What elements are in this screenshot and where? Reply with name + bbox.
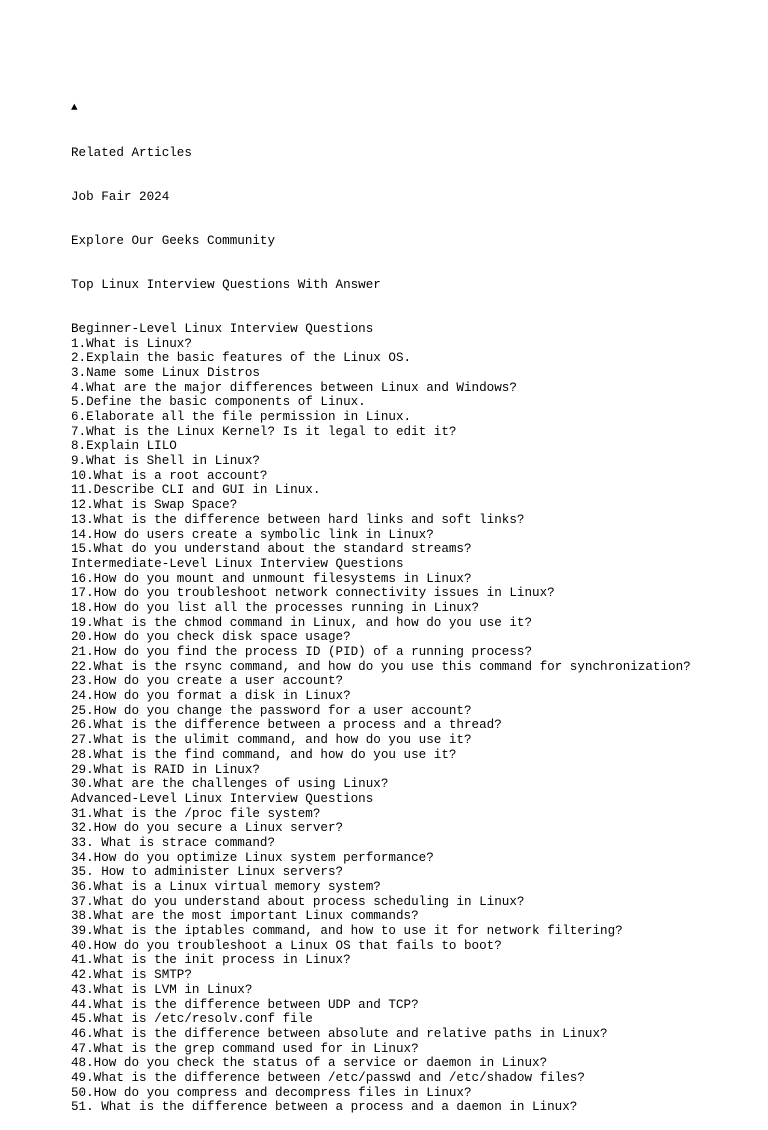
question-link[interactable]: 7.What is the Linux Kernel? Is it legal to edit it? [71, 424, 457, 439]
question-link[interactable]: 18.How do you list all the processes running in Linux? [71, 600, 480, 615]
question-link[interactable]: 26.What is the difference between a process and a thread? [71, 718, 502, 733]
question-link[interactable]: 51. What is the difference between a process and a daemon in Linux? [71, 1100, 578, 1115]
question-link[interactable]: 19.What is the chmod command in Linux, and how do you use it? [71, 615, 533, 630]
question-link[interactable]: 36.What is a Linux virtual memory system? [71, 880, 381, 894]
question-link[interactable]: 29.What is RAID in Linux? [71, 762, 260, 777]
question-link[interactable]: 8.Explain LILO [71, 439, 177, 454]
nav-link-job-fair[interactable]: Job Fair 2024 [71, 189, 170, 204]
question-link[interactable]: 5.Define the basic components of Linux. [71, 395, 366, 410]
question-link[interactable]: 11.Describe CLI and GUI in Linux. [71, 483, 321, 498]
page-content [71, 72, 768, 1130]
question-link[interactable]: 35. How to administer Linux servers? [71, 865, 344, 880]
question-link[interactable]: 45.What is /etc/resolv.conf file [71, 1012, 313, 1027]
question-link[interactable]: 16.How do you mount and unmount filesystems in Linux? [71, 571, 472, 586]
question-link[interactable]: 34.How do you optimize Linux system performance? [71, 850, 434, 865]
question-link[interactable]: 12.What is Swap Space? [71, 498, 238, 513]
question-link[interactable]: 14.How do users create a symbolic link in Linux? [71, 527, 434, 542]
question-link[interactable]: 32.How do you secure a Linux server? [71, 821, 344, 836]
question-link[interactable]: 2.Explain the basic features of the Linux OS. [71, 351, 412, 366]
question-link[interactable]: 10.What is a root account? [71, 468, 268, 483]
section-heading[interactable]: Intermediate-Level Linux Interview Questions [71, 556, 404, 571]
question-link[interactable]: 46.What is the difference between absolute and relative paths in Linux? [71, 1026, 608, 1041]
question-link[interactable]: 13.What is the difference between hard links and soft links? [71, 512, 525, 527]
question-link[interactable]: 20.How do you check disk space usage? [71, 630, 351, 645]
question-link[interactable]: 22.What is the rsync command, and how do you use this command for synchronization? [71, 659, 691, 674]
nav-link-geeks-community[interactable]: Explore Our Geeks Community [71, 233, 276, 248]
question-link[interactable]: 50.How do you compress and decompress files in Linux? [71, 1085, 472, 1100]
question-link[interactable]: 48.How do you check the status of a service or daemon in Linux? [71, 1056, 548, 1071]
question-link[interactable]: 41.What is the init process in Linux? [71, 953, 351, 968]
question-link[interactable]: 42.What is SMTP? [71, 968, 192, 983]
question-link[interactable]: 31.What is the /proc file system? [71, 806, 321, 821]
question-link[interactable]: 49.What is the difference between /etc/passwd and /etc/shadow files? [71, 1070, 585, 1085]
question-link[interactable]: 38.What are the most important Linux commands? [71, 909, 419, 924]
table-of-contents [71, 322, 768, 1115]
question-link[interactable]: 30.What are the challenges of using Linux? [71, 777, 389, 792]
question-link[interactable]: 15.What do you understand about the standard streams? [71, 542, 472, 557]
question-link[interactable]: 25.How do you change the password for a user account? [71, 703, 472, 718]
question-link[interactable]: 17.How do you troubleshoot network connectivity issues in Linux? [71, 586, 555, 601]
article-title-link[interactable]: Top Linux Interview Questions With Answer [71, 277, 381, 292]
question-link[interactable]: 28.What is the find command, and how do you use it? [71, 747, 457, 762]
question-link[interactable]: 3.Name some Linux Distros [71, 365, 260, 380]
section-heading[interactable]: Advanced-Level Linux Interview Questions [71, 791, 374, 806]
question-link[interactable]: 37.What do you understand about process scheduling in Linux? [71, 894, 525, 909]
question-link[interactable]: 1.What is Linux? [71, 336, 192, 351]
question-link[interactable]: 24.How do you format a disk in Linux? [71, 689, 351, 704]
question-link[interactable]: 27.What is the ulimit command, and how do you use it? [71, 733, 472, 748]
scroll-to-top-icon[interactable]: ▲ [71, 102, 78, 115]
question-link[interactable]: 33. What is strace command? [71, 835, 276, 850]
question-link[interactable]: 6.Elaborate all the file permission in Linux. [71, 410, 412, 424]
question-link[interactable]: 44.What is the difference between UDP and TCP? [71, 997, 419, 1012]
question-link[interactable]: 9.What is Shell in Linux? [71, 454, 260, 469]
question-link[interactable]: 4.What are the major differences between Linux and Windows? [71, 380, 517, 395]
question-link[interactable]: 43.What is LVM in Linux? [71, 982, 253, 997]
question-link[interactable]: 40.How do you troubleshoot a Linux OS that fails to boot? [71, 938, 502, 953]
nav-link-related-articles[interactable]: Related Articles [71, 145, 192, 160]
question-link[interactable]: 39.What is the iptables command, and how to use it for network filtering? [71, 924, 623, 939]
question-link[interactable]: 23.How do you create a user account? [71, 674, 344, 689]
question-link[interactable]: 47.What is the grep command used for in Linux? [71, 1041, 419, 1056]
question-link[interactable]: 21.How do you find the process ID (PID) of a running process? [71, 645, 533, 659]
section-heading[interactable]: Beginner-Level Linux Interview Questions [71, 321, 374, 336]
